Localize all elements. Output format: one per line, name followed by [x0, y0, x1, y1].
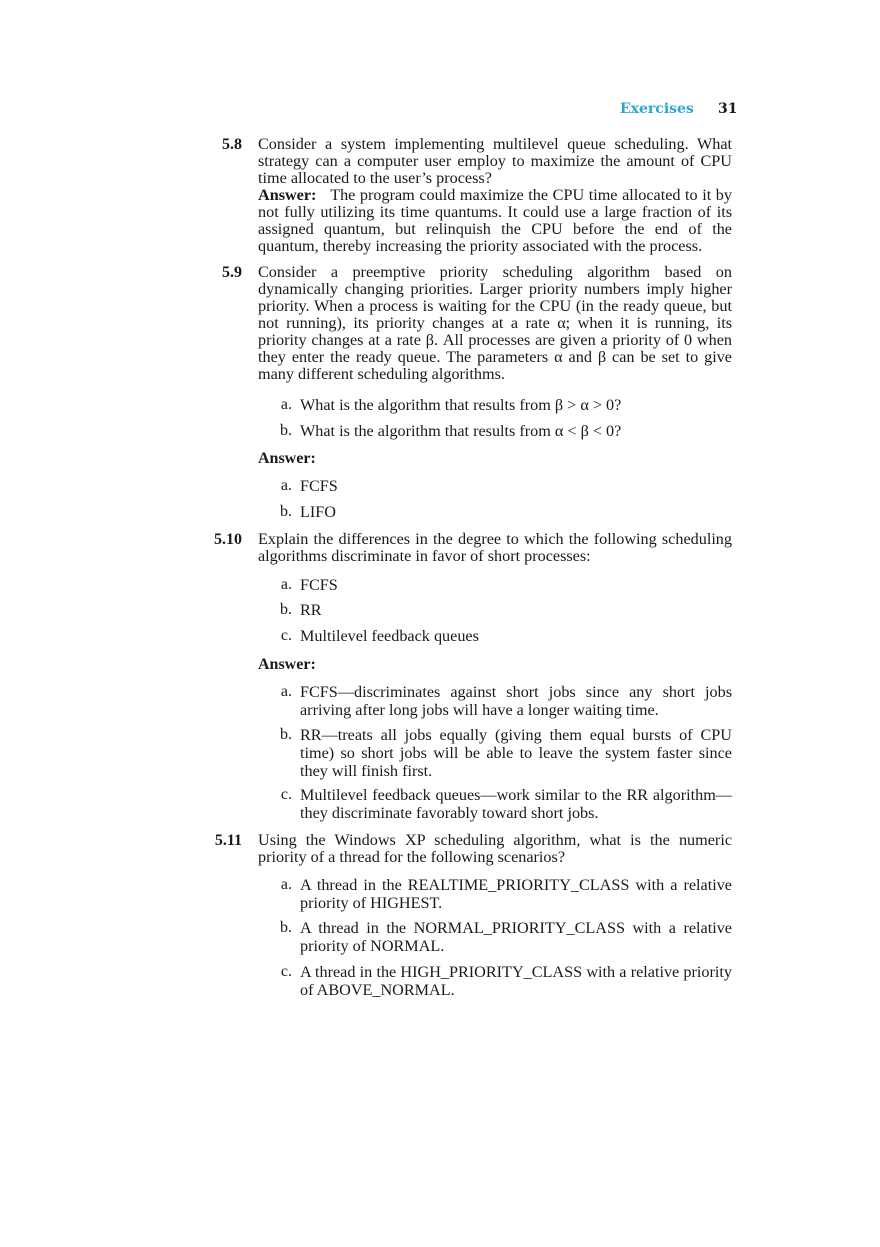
exercise-number: 5.10 — [214, 531, 242, 548]
exercise-5-11 — [258, 832, 732, 866]
answer-item: RR—treats all jobs equally (giving them equal bursts of CPU time) so short jobs will be able to leave the system faster since they will finish first. — [300, 726, 732, 780]
list-item: What is the algorithm that results from β > α > 0? — [300, 396, 622, 414]
question-text: Using the Windows XP scheduling algorithm, what is the numeric priority of a thread for the following scenarios? — [258, 831, 732, 866]
answer-text: The program could maximize the CPU time allocated to it by not fully utilizing its time quantums. It could use a large fraction of its assigned quantum, but relinquish the CPU before the end of the quantum, thereby increasing the priority associated with the process. — [258, 186, 732, 255]
item-label: c. — [280, 627, 292, 644]
exercise-number: 5.9 — [222, 264, 242, 281]
answer-label: Answer: — [258, 450, 316, 467]
item-label: a. — [280, 477, 292, 494]
answer-item: Multilevel feedback queues—work similar to the RR algorithm—they discriminate favorably toward short jobs. — [300, 786, 732, 822]
item-label: b. — [280, 601, 292, 618]
item-label: b. — [280, 919, 292, 936]
item-label: b. — [280, 726, 292, 743]
exercise-5-8 — [258, 136, 732, 255]
exercise-number: 5.8 — [222, 136, 242, 153]
list-item: A thread in the REALTIME_PRIORITY_CLASS with a relative priority of HIGHEST. — [300, 876, 732, 912]
question-text: Explain the differences in the degree to which the following scheduling algorithms discriminate in favor of short processes: — [258, 530, 732, 565]
question-text: Consider a preemptive priority scheduling algorithm based on dynamically changing priorities. Larger priority numbers imply higher priority. When a process is waiting for the CPU (in the ready queue, but not running), its priority changes at a rate α; when it is running, its priority changes at a rate β. All processes are given a priority of 0 when they enter the ready queue. The parameters α and β can be set to give many different scheduling algorithms. — [258, 263, 732, 383]
answer-item: FCFS—discriminates against short jobs since any short jobs arriving after long jobs will have a longer waiting time. — [300, 683, 732, 719]
item-label: b. — [280, 503, 292, 520]
list-item: RR — [300, 601, 322, 619]
exercise-5-10 — [258, 531, 732, 565]
item-label: c. — [280, 786, 292, 803]
item-label: a. — [280, 876, 292, 893]
list-item: What is the algorithm that results from α < β < 0? — [300, 422, 622, 440]
list-item: A thread in the HIGH_PRIORITY_CLASS with a relative priority of ABOVE_NORMAL. — [300, 963, 732, 999]
list-item: A thread in the NORMAL_PRIORITY_CLASS with a relative priority of NORMAL. — [300, 919, 732, 955]
item-label: c. — [280, 963, 292, 980]
item-label: a. — [280, 396, 292, 413]
exercise-5-9 — [258, 264, 732, 383]
item-label: b. — [280, 422, 292, 439]
answer-label: Answer: — [258, 656, 316, 673]
exercise-number: 5.11 — [214, 832, 242, 849]
list-item: Multilevel feedback queues — [300, 627, 479, 645]
answer-item: LIFO — [300, 503, 336, 521]
question-text: Consider a system implementing multilevel queue scheduling. What strategy can a computer user employ to maximize the amount of CPU time allocated to the user’s process? — [258, 135, 732, 187]
answer-label: Answer: — [258, 186, 317, 204]
item-label: a. — [280, 576, 292, 593]
list-item: FCFS — [300, 576, 338, 594]
page-number: 31 — [718, 101, 738, 117]
answer-item: FCFS — [300, 477, 338, 495]
item-label: a. — [280, 683, 292, 700]
running-head-title: Exercises — [620, 101, 694, 117]
